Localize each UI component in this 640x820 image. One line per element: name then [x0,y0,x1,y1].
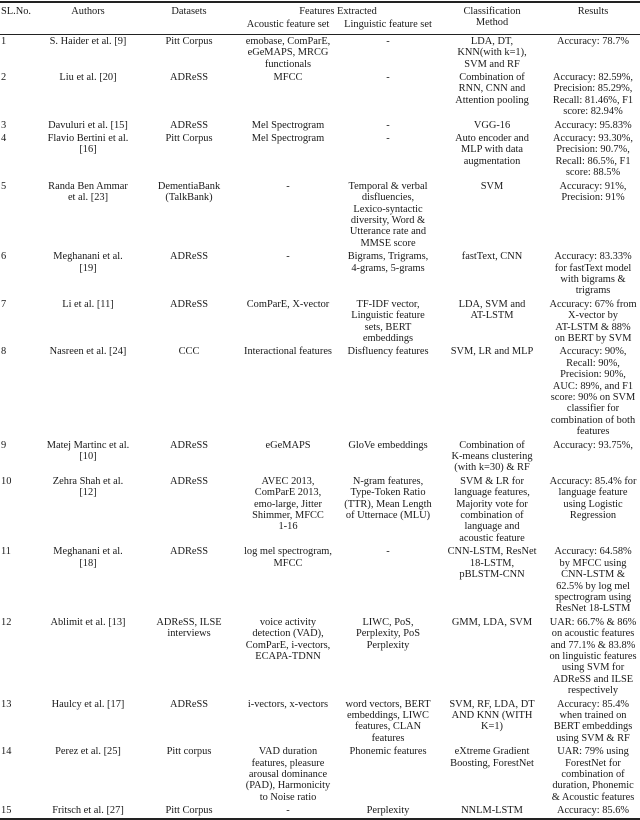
table-row [0,71,640,119]
header-features-extracted: Features Extracted [299,6,377,17]
cell-results: Accuracy: 91%, Precision: 91% [559,180,627,204]
cell-classification-method: SVM, LR and MLP [450,346,534,358]
cell-acoustic-features: Interactional features [244,346,332,358]
cell-sl-no: 14 [1,746,12,758]
table-header [0,2,640,34]
cell-linguistic-features: Disfluency features [347,346,429,358]
cell-results: Accuracy: 67% from X-vector by AT-LSTM & 88% on BERT by SVM [549,298,637,344]
cell-classification-method: VGG-16 [473,119,511,131]
cell-dataset: ADReSS [169,546,209,558]
comparison-table [0,1,640,820]
cell-acoustic-features: ComParE, X-vector [246,298,330,310]
cell-results: Accuracy: 64.58% by MFCC using CNN-LSTM & 62.5% by log mel spectrogram using ResNet 18-LSTM [554,546,632,615]
cell-authors: Perez et al. [25] [55,746,121,758]
cell-classification-method: fastText, CNN [461,251,523,263]
table-row [0,698,640,746]
cell-results: Accuracy: 93.75%, [553,439,633,451]
cell-linguistic-features: Temporal & verbal disfluencies, Lexico-syntactic diversity, Word & Utterance rate and MMSE score [348,180,428,249]
cell-linguistic-features: - [386,35,390,47]
cell-classification-method: LDA, SVM and AT-LSTM [458,298,526,322]
cell-linguistic-features: TF-IDF vector, Linguistic feature sets, BERT embeddings [351,298,425,344]
cell-authors: Matej Martinc et al. [10] [46,439,130,463]
cell-classification-method: CNN-LSTM, ResNet 18-LSTM, pBLSTM-CNN [447,546,537,581]
cell-linguistic-features: N-gram features, Type-Token Ratio (TTR), Mean Length of Utternace (MLU) [344,475,432,522]
header-datasets: Datasets [171,6,207,17]
cell-acoustic-features: log mel spectrogram, MFCC [243,546,332,569]
cell-authors: Zehra Shah et al. [12] [52,475,124,499]
cell-acoustic-features: eGeMAPS [265,439,311,451]
cell-results: Accuracy: 85.6% [556,805,630,817]
cell-authors: Liu et al. [20] [59,72,117,84]
cell-dataset: ADReSS [169,475,209,487]
header-acoustic: Acoustic feature set [246,19,330,31]
cell-classification-method: NNLM-LSTM [461,805,523,817]
cell-dataset: ADReSS [169,251,209,263]
cell-dataset: Pitt Corpus [165,133,213,145]
cell-dataset: ADReSS [169,119,209,131]
cell-results: Accuracy: 85.4% for language feature using Logistic Regression [549,475,637,522]
cell-sl-no: 4 [1,133,7,145]
cell-authors: Fritsch et al. [27] [52,805,124,817]
cell-authors: Li et al. [11] [62,298,114,310]
table-row [0,475,640,545]
cell-dataset: ADReSS [169,298,209,310]
cell-results: Accuracy: 83.33% for fastText model with bigrams & trigrams [554,251,632,297]
cell-classification-method: Combination of RNN, CNN and Attention pooling [455,72,529,106]
cell-authors: Davuluri et al. [15] [48,119,128,131]
cell-acoustic-features: AVEC 2013, ComParE 2013, emo-large, Jitter Shimmer, MFCC 1-16 [252,475,324,533]
cell-acoustic-features: - [286,180,290,192]
cell-authors: Randa Ben Ammar et al. [23] [48,180,128,204]
cell-acoustic-features: Mel Spectrogram [251,119,325,131]
cell-sl-no: 5 [1,180,7,192]
cell-sl-no: 7 [1,298,7,310]
cell-classification-method: SVM, RF, LDA, DT AND KNN (WITH K=1) [449,698,535,733]
table-row [0,616,640,698]
header-results: Results [577,6,609,17]
table-row [0,545,640,615]
cell-acoustic-features: emobase, ComParE, eGeMAPS, MRCG functionals [245,35,331,70]
cell-authors: Haulcy et al. [17] [51,698,125,710]
cell-authors: Meghanani et al. [18] [53,546,123,569]
cell-dataset: Pitt corpus [166,746,212,758]
cell-dataset: ADReSS [169,439,209,451]
cell-results: Accuracy: 78.7% [556,35,630,47]
table-row [0,298,640,346]
cell-sl-no: 3 [1,119,7,131]
table-body [0,34,640,818]
header-linguistic: Linguistic feature set [344,19,432,31]
cell-acoustic-features: VAD duration features, pleasure arousal dominance (PAD), Harmonicity to Noise ratio [245,746,331,803]
cell-acoustic-features: MFCC [273,72,303,84]
table-row [0,804,640,818]
cell-classification-method: Auto encoder and MLP with data augmentation [455,133,529,167]
cell-authors: Ablimit et al. [13] [50,616,126,628]
cell-classification-method: SVM [480,180,504,192]
header-sl-no: SL.No. [1,6,32,17]
cell-dataset: DementiaBank (TalkBank) [157,180,221,204]
cell-linguistic-features: Bigrams, Trigrams, 4-grams, 5-grams [347,251,429,274]
cell-sl-no: 2 [1,72,7,84]
cell-sl-no: 11 [1,546,12,558]
cell-acoustic-features: i-vectors, x-vectors [247,698,329,710]
cell-linguistic-features: - [386,119,390,131]
cell-results: Accuracy: 95.83% [554,119,632,131]
cell-dataset: Pitt Corpus [165,805,213,817]
cell-acoustic-features: Mel Spectrogram [251,133,325,145]
cell-dataset: Pitt Corpus [165,35,213,47]
cell-results: UAR: 66.7% & 86% on acoustic features and 77.1% & 83.8% on linguistic features using SVM for ADReSS and ILSE respectively [549,616,637,697]
cell-results: Accuracy: 85.4% when trained on BERT embeddings using SVM & RF [553,698,633,744]
cell-linguistic-features: - [386,72,390,84]
table-row [0,250,640,298]
cell-acoustic-features: - [286,805,290,817]
cell-authors: Meghanani et al. [19] [53,251,123,274]
header-classification-method: Classification Method [463,6,521,29]
table-row [0,439,640,475]
cell-sl-no: 1 [1,35,7,47]
cell-results: Accuracy: 82.59%, Precision: 85.29%, Recall: 81.46%, F1 score: 82.94% [552,72,634,118]
table-row [0,119,640,132]
cell-classification-method: LDA, DT, KNN(with k=1), SVM and RF [457,35,527,70]
cell-linguistic-features: - [386,133,390,145]
cell-classification-method: eXtreme Gradient Boosting, ForestNet [450,746,534,769]
table-row [0,345,640,438]
cell-sl-no: 8 [1,346,7,358]
cell-sl-no: 15 [1,805,12,817]
cell-results: Accuracy: 93.30%, Precision: 90.7%, Recall: 86.5%, F1 score: 88.5% [553,133,633,179]
cell-authors: Nasreen et al. [24] [49,346,127,358]
cell-authors: Flavio Bertini et al. [16] [47,133,129,156]
header-authors: Authors [71,6,105,17]
cell-linguistic-features: - [386,546,390,558]
cell-classification-method: Combination of K-means clustering (with k=30) & RF [451,439,533,474]
cell-results: UAR: 79% using ForestNet for combination of duration, Phonemic & Acoustic features [551,746,635,803]
cell-classification-method: SVM & LR for language features, Majority vote for combination of language and acoustic feature [454,475,530,544]
cell-acoustic-features: voice activity detection (VAD), ComParE, i-vectors, ECAPA-TDNN [245,616,331,662]
cell-dataset: ADReSS [169,698,209,710]
cell-dataset: CCC [178,346,200,358]
cell-linguistic-features: Perplexity [366,805,410,817]
cell-sl-no: 9 [1,439,7,451]
cell-linguistic-features: GloVe embeddings [348,439,428,451]
cell-sl-no: 12 [1,616,12,628]
table-row [0,34,640,71]
cell-sl-no: 6 [1,251,7,263]
table-row [0,745,640,804]
cell-linguistic-features: LIWC, PoS, Perplexity, PoS Perplexity [356,616,420,651]
cell-linguistic-features: word vectors, BERT embeddings, LIWC features, CLAN features [345,698,431,744]
cell-dataset: ADReSS [169,72,209,84]
cell-results: Accuracy: 90%, Recall: 90%, Precision: 90%, AUC: 89%, and F1 score: 90% on SVM classifier for combination of both features [550,346,636,438]
cell-acoustic-features: - [286,251,290,263]
cell-classification-method: GMM, LDA, SVM [451,616,533,628]
table-row [0,132,640,180]
cell-dataset: ADReSS, ILSE interviews [156,616,222,640]
cell-sl-no: 13 [1,698,12,710]
cell-linguistic-features: Phonemic features [349,746,427,758]
table-row [0,180,640,250]
cell-authors: S. Haider et al. [9] [49,35,127,47]
cell-sl-no: 10 [1,475,12,487]
